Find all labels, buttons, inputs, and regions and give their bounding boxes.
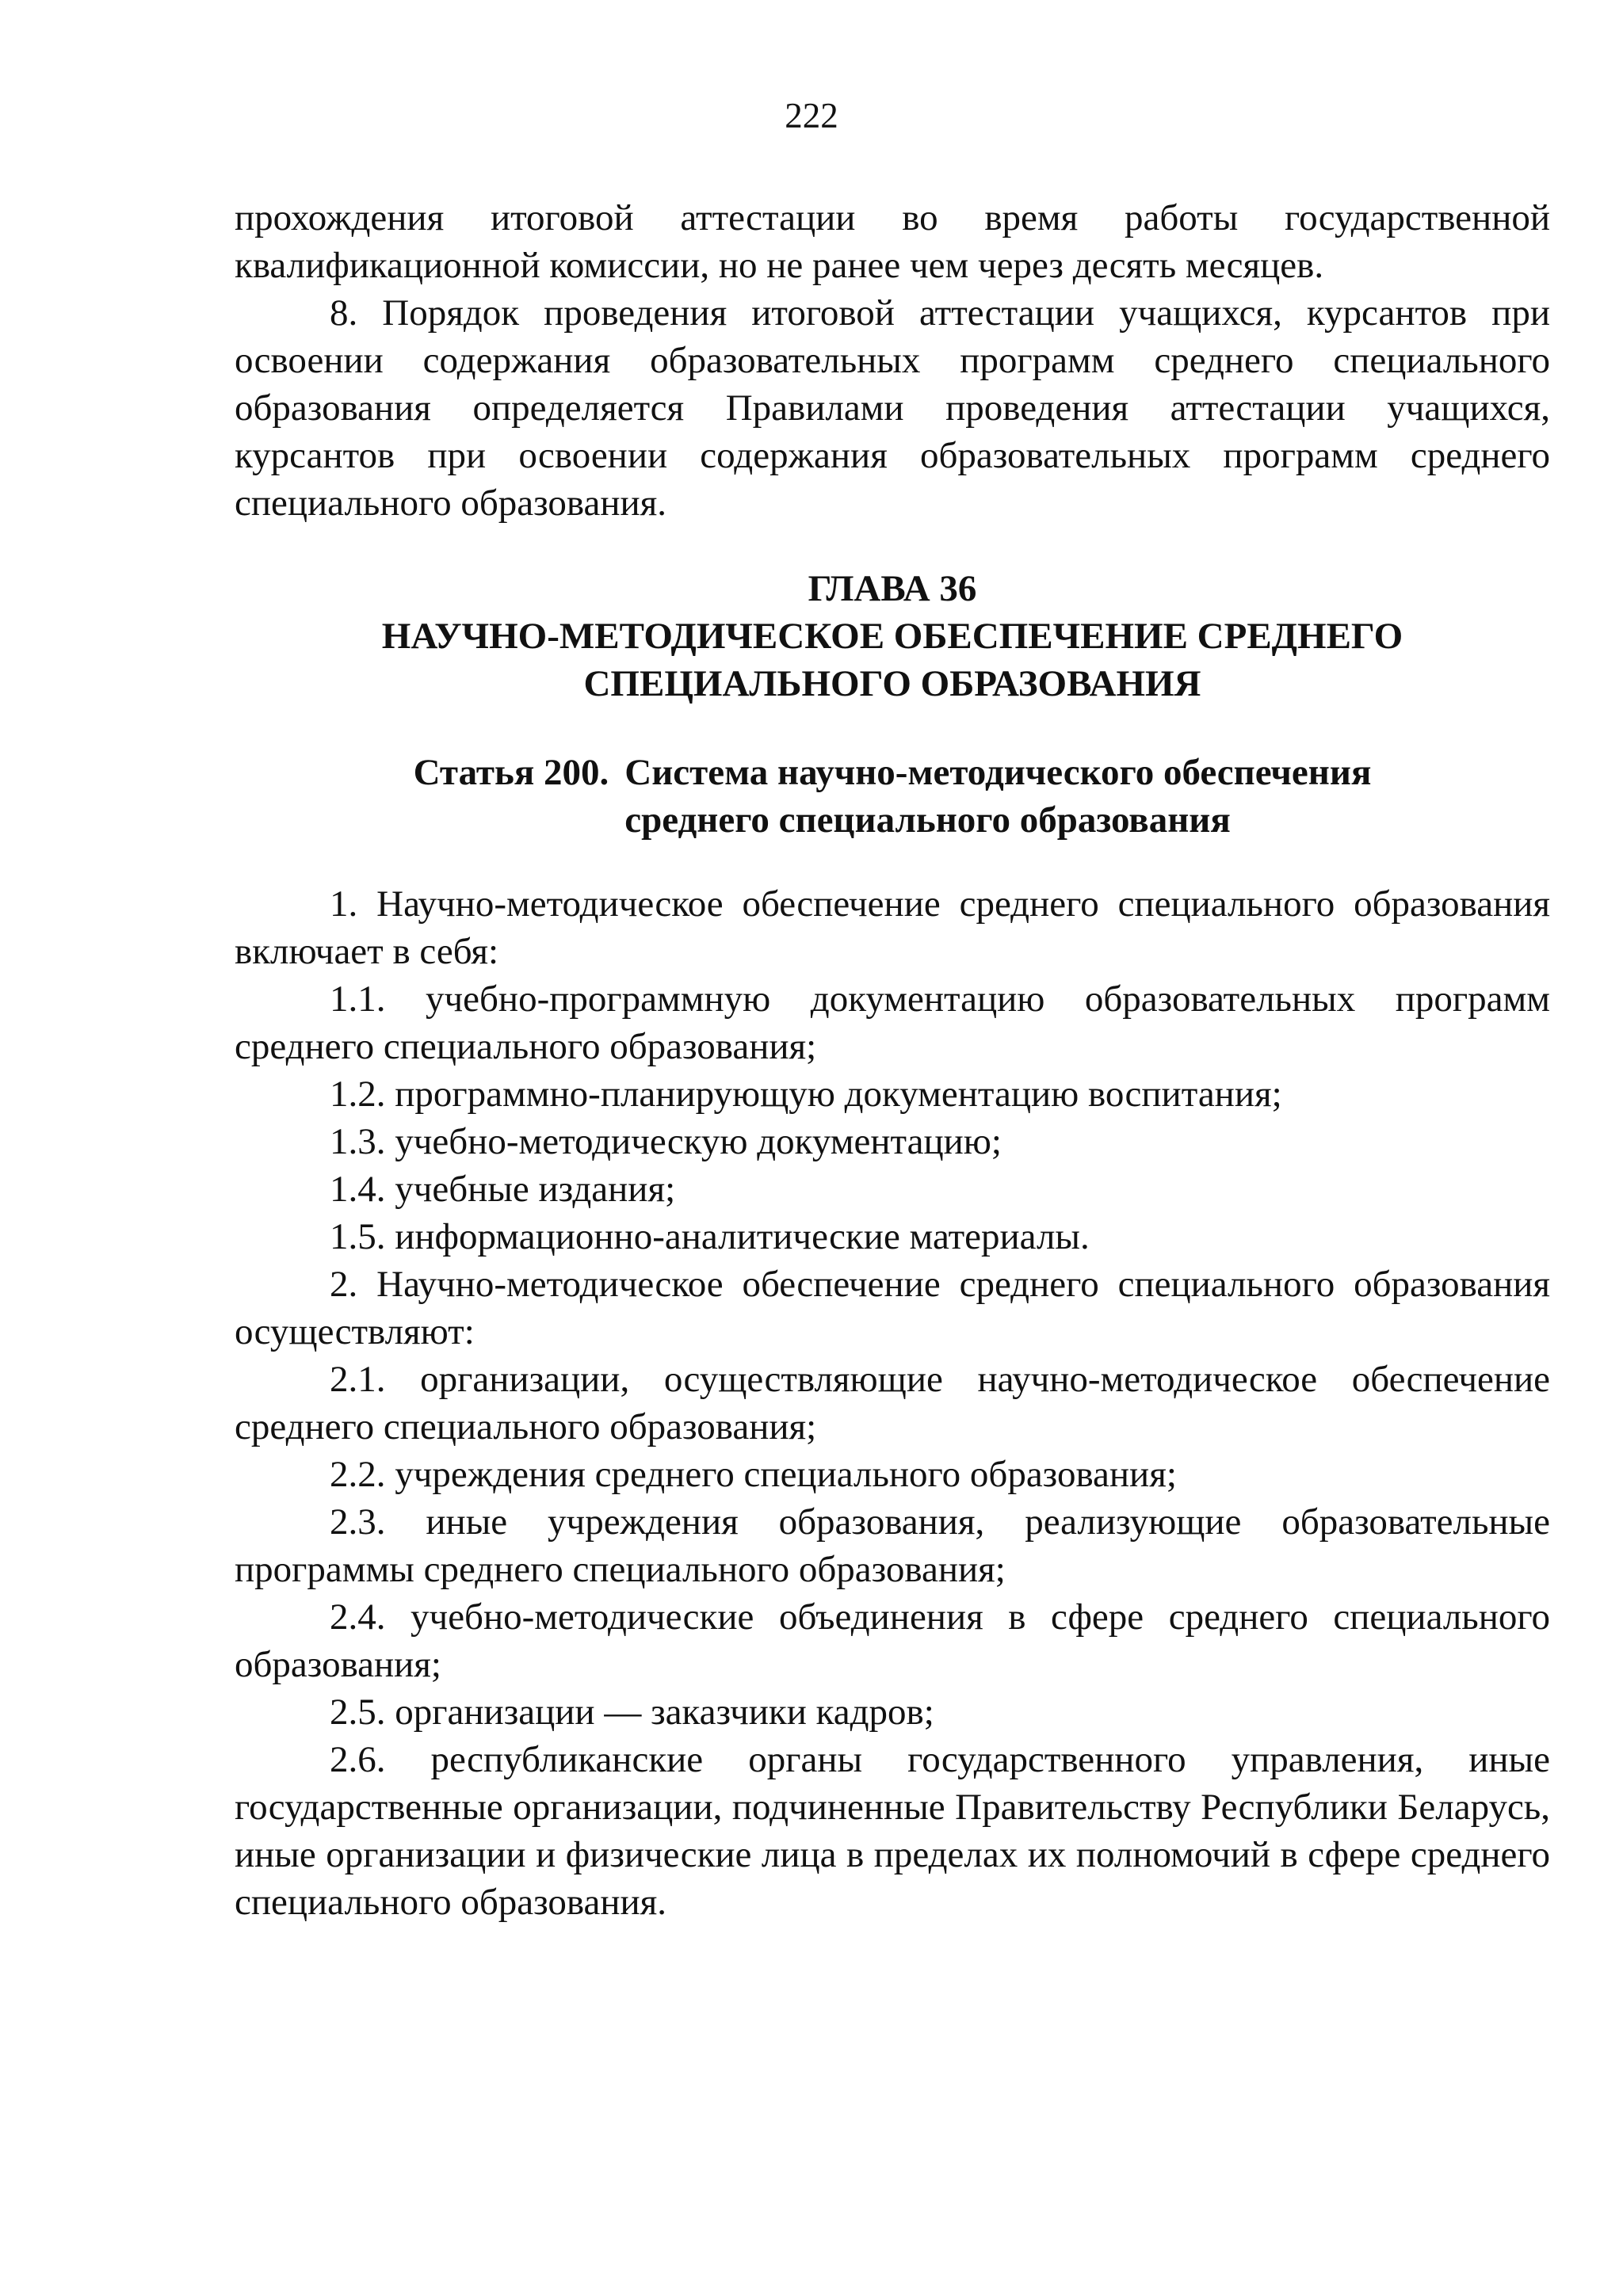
paragraph-item-1-5: 1.5. информационно-аналитические материалы. [330, 1216, 1090, 1257]
paragraph-item-1-4: 1.4. учебные издания; [330, 1169, 676, 1210]
paragraph-item-2-5: 2.5. организации — заказчики кадров; [330, 1691, 934, 1733]
page-content [235, 194, 1550, 1926]
paragraph-item-1-3: 1.3. учебно-методическую документацию; [330, 1121, 1002, 1162]
paragraph-item-1: 1. Научно-методическое обеспечение среднего специального образования включает в себя: [235, 883, 1550, 972]
paragraph-item-2: 2. Научно-методическое обеспечение среднего специального образования осуществляют: [235, 1264, 1550, 1352]
paragraph-item-2-4: 2.4. учебно-методические объединения в сфере среднего специального образования; [235, 1596, 1550, 1685]
paragraph-item-2-6: 2.6. республиканские органы государственного управления, иные государственные организации, подчиненные Правительству Республики Беларусь, иные организации и физические лица в пределах их полномочий в сфере среднего специального образования. [235, 1739, 1550, 1923]
article-title-line-1: Система научно-методического обеспечения [624, 752, 1372, 793]
paragraph-item-8: 8. Порядок проведения итоговой аттестации учащихся, курсантов при освоении содержания образовательных программ среднего специального образования определяется Правилами проведения аттестации учащихся, курсантов при освоении содержания образовательных программ среднего специального образования. [235, 292, 1550, 524]
chapter-title-line-1: НАУЧНО-МЕТОДИЧЕСКОЕ ОБЕСПЕЧЕНИЕ СРЕДНЕГО [381, 616, 1403, 657]
article-title-line-2: среднего специального образования [624, 799, 1231, 841]
chapter-heading [235, 565, 1550, 707]
article-number: Статья 200. [413, 752, 609, 793]
paragraph-item-2-3: 2.3. иные учреждения образования, реализующие образовательные программы среднего специального образования; [235, 1501, 1550, 1590]
paragraph-continuation: прохождения итоговой аттестации во время работы государственной квалификационной комиссии, но не ранее чем через десять месяцев. [235, 197, 1550, 286]
page-number: 222 [785, 96, 838, 135]
article-heading [235, 749, 1550, 844]
chapter-label: ГЛАВА 36 [808, 568, 977, 609]
paragraph-item-1-2: 1.2. программно-планирующую документацию воспитания; [330, 1074, 1282, 1115]
chapter-title-line-2: СПЕЦИАЛЬНОГО ОБРАЗОВАНИЯ [583, 663, 1201, 704]
paragraph-item-1-1: 1.1. учебно-программную документацию образовательных программ среднего специального образования; [235, 978, 1550, 1067]
article-title [624, 749, 1371, 844]
paragraph-item-2-2: 2.2. учреждения среднего специального образования; [330, 1454, 1177, 1495]
paragraph-item-2-1: 2.1. организации, осуществляющие научно-методическое обеспечение среднего специального образования; [235, 1359, 1550, 1447]
